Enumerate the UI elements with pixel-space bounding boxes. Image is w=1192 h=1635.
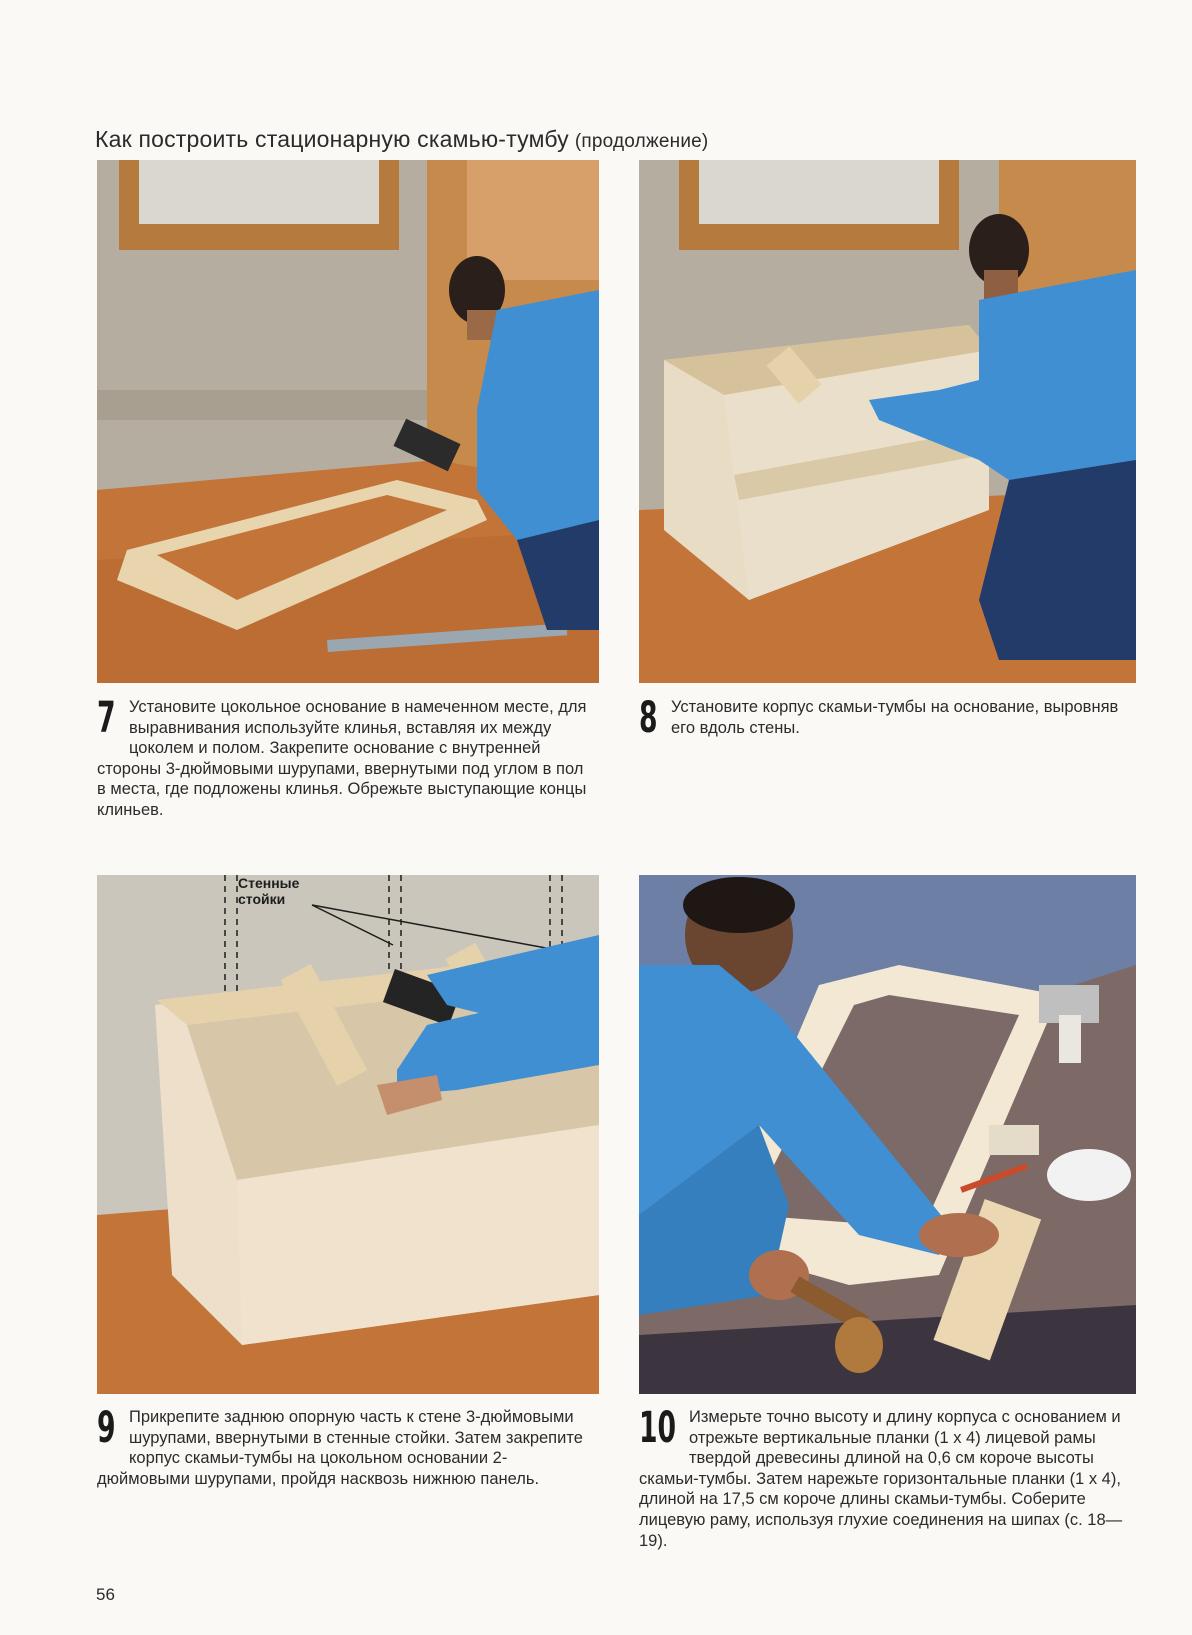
photo-step-9-label-line-1: Стенные <box>238 875 300 891</box>
step-9 <box>97 1403 595 1489</box>
step-9-number: 9 <box>97 1403 116 1453</box>
photo-step-10 <box>639 875 1136 1394</box>
step-10-text: Измерьте точно высоту и длину корпуса с основанием и отрежьте вертикальные планки (1 x 4) лицевой рамы твердой древесины длиной на 0,6 см короче высоты скамьи-тумбы. Затем нарежьте горизонтальные планки (1 x 4), длиной на 17,5 см короче длины скамьи-тумбы. Соберите лицевую раму, используя глухие соединения на шипах (с. 18—19). <box>639 1408 1123 1550</box>
step-10 <box>639 1403 1134 1551</box>
photo-step-9 <box>97 875 599 1394</box>
page-title-subtitle: (продолжение) <box>574 131 709 152</box>
page-title-main: Как построить стационарную скамью-тумбу <box>95 126 569 152</box>
photo-step-7 <box>97 160 599 683</box>
step-7-text: Установите цокольное основание в намеченном месте, для выравнивания используйте клинья, вставляя их между цоколем и полом. Закрепите основание с внутренней стороны 3-дюймовыми шурупами, ввернутыми под углом в пол в места, где подложены клинья. Обрежьте выступающие концы клиньев. <box>97 698 587 819</box>
photo-step-9-label-line-2: стойки <box>238 891 286 907</box>
step-10-number: 10 <box>639 1403 677 1453</box>
page-number: 56 <box>96 1585 115 1604</box>
step-8-text: Установите корпус скамьи-тумбы на основание, выровняв его вдоль стены. <box>671 698 1119 737</box>
step-9-text: Прикрепите заднюю опорную часть к стене 3-дюймовыми шурупами, ввернутыми в стенные стойки. Затем закрепите корпус скамьи-тумбы на цокольном основании 2-дюймовыми шурупами, пройдя насквозь нижнюю панель. <box>97 1408 583 1488</box>
step-8 <box>639 693 1134 743</box>
photo-step-9-label <box>238 875 299 907</box>
photo-step-8 <box>639 160 1136 683</box>
step-7-number: 7 <box>97 693 116 743</box>
step-7 <box>97 693 595 821</box>
step-8-number: 8 <box>639 693 658 743</box>
page-title <box>95 126 708 153</box>
